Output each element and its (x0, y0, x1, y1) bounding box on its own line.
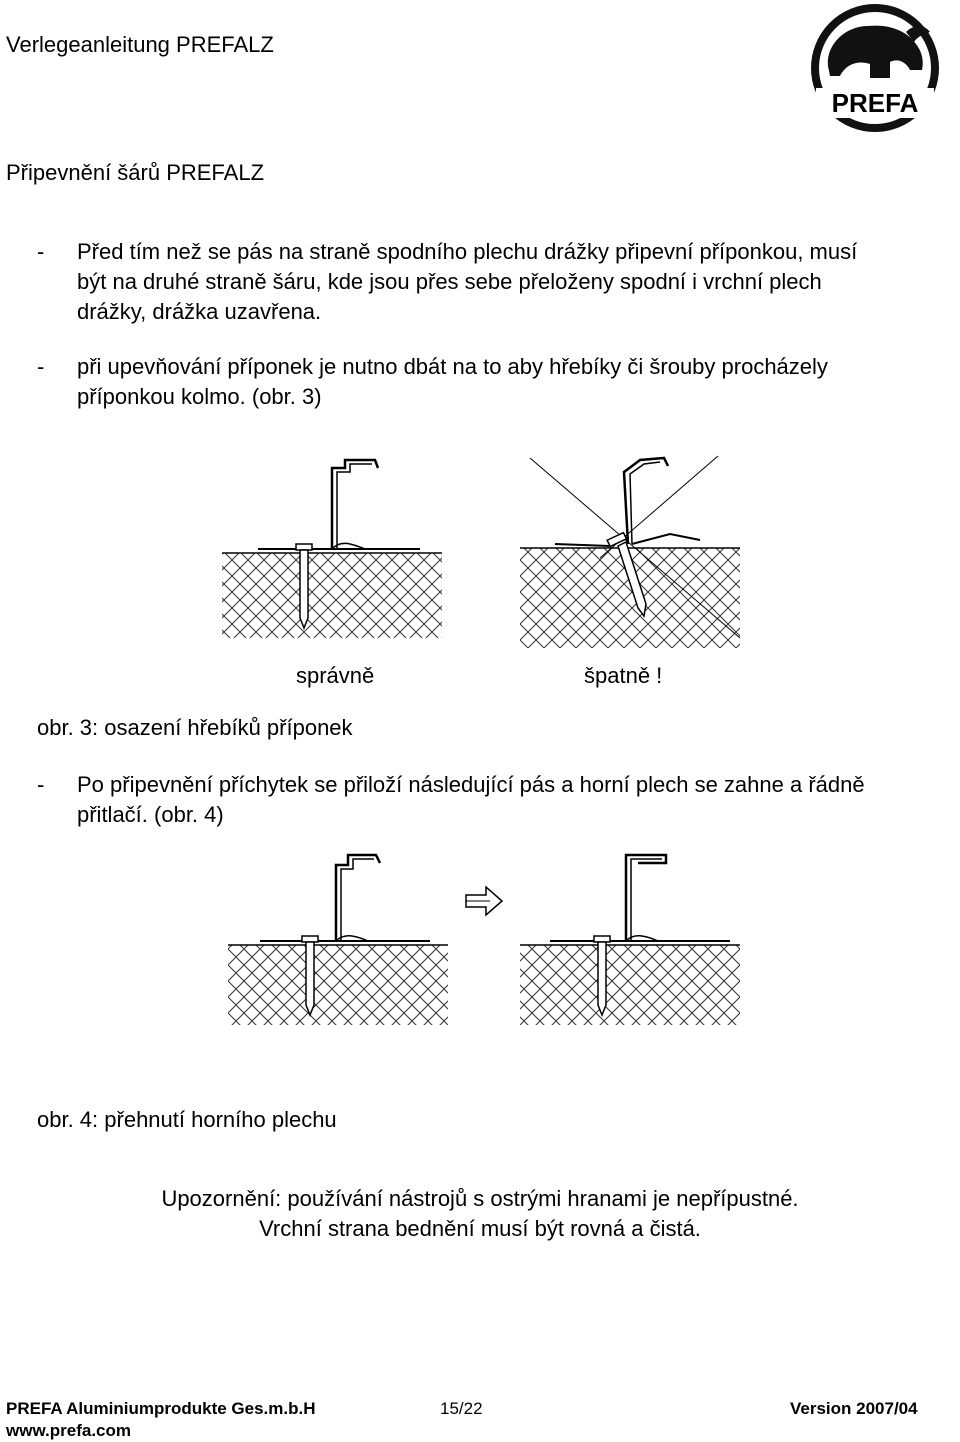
paragraph-3 (0, 770, 960, 830)
wrong-fixing-diagram (520, 456, 740, 648)
paragraph-line: Po připevnění příchytek se přiloží následující pás a horní plech se zahne a řádně (77, 772, 865, 797)
correct-fixing-diagram (222, 460, 442, 638)
label-wrong: špatně ! (584, 663, 663, 688)
bullet-dash: - (37, 239, 45, 264)
paragraph-line: přitlačí. (obr. 4) (77, 802, 224, 827)
before-fold-diagram (228, 855, 448, 1025)
paragraph-1 (0, 237, 960, 327)
figure-3-caption: obr. 3: osazení hřebíků příponek (37, 715, 353, 740)
footer-page-number: 15/22 (440, 1399, 483, 1418)
paragraph-line: Před tím než se pás na straně spodního plechu drážky připevní příponkou, musí (77, 239, 858, 264)
figure-4-caption: obr. 4: přehnutí horního plechu (37, 1107, 337, 1132)
warning-line-2: Vrchní strana bednění musí být rovná a čistá. (259, 1216, 701, 1241)
label-correct: správně (296, 663, 375, 688)
footer-url[interactable]: www.prefa.com (6, 1421, 132, 1440)
footer-company: PREFA Aluminiumprodukte Ges.m.b.H (6, 1399, 316, 1418)
warning-line-1: Upozornění: používání nástrojů s ostrými hranami je nepřípustné. (161, 1186, 799, 1211)
bullet-dash: - (37, 772, 45, 797)
section-title: Připevnění šárů PREFALZ (6, 160, 265, 185)
prefa-logo (806, 4, 944, 132)
paragraph-line: při upevňování příponek je nutno dbát na to aby hřebíky či šrouby procházely (77, 354, 828, 379)
paragraph-line: drážky, drážka uzavřena. (77, 299, 322, 324)
after-fold-diagram (520, 855, 740, 1025)
paragraph-line: příponkou kolmo. (obr. 3) (77, 384, 322, 409)
document-title: Verlegeanleitung PREFALZ (6, 32, 274, 57)
footer-version: Version 2007/04 (790, 1399, 918, 1418)
paragraph-2 (0, 352, 960, 412)
figure-4-illustration (220, 845, 750, 1035)
logo-text: PREFA (831, 88, 919, 118)
arrow-icon (466, 887, 502, 915)
paragraph-line: být na druhé straně šáru, kde jsou přes sebe přeloženy spodní i vrchní plech (77, 269, 822, 294)
bullet-dash: - (37, 354, 45, 379)
figure-3-illustration (200, 448, 760, 658)
